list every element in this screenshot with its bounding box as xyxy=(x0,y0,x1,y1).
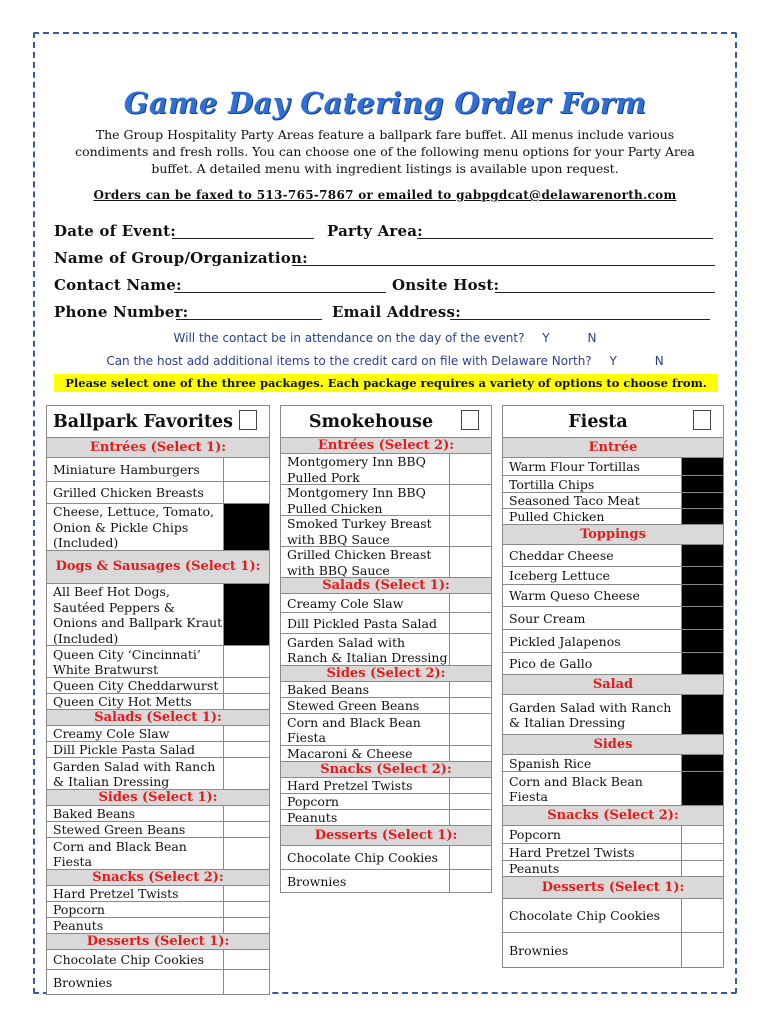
menu-item xyxy=(503,585,723,607)
menu-item-label: Creamy Cole Slaw xyxy=(53,726,170,742)
menu-item-label: Iceberg Lettuce xyxy=(509,568,610,584)
menu-item-label: Dill Pickled Pasta Salad xyxy=(287,615,437,631)
menu-item-label: Hard Pretzel Twists xyxy=(509,844,635,860)
menu-item xyxy=(281,594,491,613)
menu-item xyxy=(281,454,491,485)
menu-item-label: Peanuts xyxy=(53,918,104,934)
menu-item xyxy=(503,476,723,493)
item-checkbox[interactable] xyxy=(223,886,269,901)
included-marker xyxy=(681,585,723,606)
menu-item-label: Warm Flour Tortillas xyxy=(509,459,640,475)
included-marker xyxy=(681,607,723,629)
section-header: Entrée xyxy=(503,438,723,458)
package-title: Fiesta xyxy=(568,412,628,432)
menu-item xyxy=(47,458,269,482)
menu-item-label: Tortilla Chips xyxy=(509,476,595,492)
item-checkbox[interactable] xyxy=(681,899,723,932)
menu-item xyxy=(503,630,723,653)
menu-item xyxy=(281,794,491,810)
menu-item xyxy=(503,899,723,933)
included-marker xyxy=(681,509,723,524)
menu-item-label: All Beef Hot Dogs, Sautéed Peppers & Onions and Ballpark Kraut (Included) xyxy=(53,584,223,646)
menu-item-label: Corn and Black Bean Fiesta xyxy=(509,773,643,804)
menu-item xyxy=(47,758,269,790)
menu-item-label: Stewed Green Beans xyxy=(53,822,186,838)
menu-item xyxy=(281,613,491,634)
menu-item xyxy=(281,485,491,516)
package-select-checkbox[interactable] xyxy=(693,410,711,430)
menu-item xyxy=(503,567,723,585)
item-checkbox[interactable] xyxy=(449,698,491,713)
contact-field[interactable] xyxy=(174,277,386,293)
package-title: Smokehouse xyxy=(308,412,434,432)
included-marker xyxy=(681,695,723,734)
menu-item xyxy=(503,826,723,844)
menu-item-label: Corn and Black Bean Fiesta xyxy=(287,714,421,745)
menu-item-label: Queen City Hot Metts xyxy=(53,694,192,710)
section-header: Desserts (Select 1): xyxy=(503,877,723,899)
item-checkbox[interactable] xyxy=(223,678,269,693)
item-checkbox[interactable] xyxy=(223,806,269,821)
menu-item xyxy=(47,726,269,742)
menu-item-label: Cheese, Lettuce, Tomato, Onion & Pickle Chips (Included) xyxy=(53,504,215,551)
included-marker xyxy=(681,493,723,508)
item-checkbox[interactable] xyxy=(449,594,491,612)
menu-item xyxy=(47,646,269,678)
item-checkbox[interactable] xyxy=(449,547,491,577)
package-header xyxy=(503,406,723,438)
menu-item-label: Garden Salad with Ranch & Italian Dressing xyxy=(509,699,672,730)
menu-item-label: Sour Cream xyxy=(509,610,586,626)
item-checkbox[interactable] xyxy=(449,485,491,515)
item-checkbox[interactable] xyxy=(223,838,269,869)
order-contact-line: Orders can be faxed to 513-765-7867 or emailed to gabpgdcat@delawarenorth.com xyxy=(93,188,677,202)
item-checkbox[interactable] xyxy=(449,613,491,633)
intro-paragraph: The Group Hospitality Party Areas feature a ballpark fare buffet. All menus include various condiments and fresh rolls. You can choose one of the following menu options for your Party Area buffet. A detailed menu with ingredient listings is available upon request. xyxy=(75,127,695,176)
item-checkbox[interactable] xyxy=(223,646,269,677)
section-header: Sides (Select 2): xyxy=(281,666,491,682)
menu-item xyxy=(47,584,269,646)
menu-item-label: Peanuts xyxy=(287,810,338,826)
menu-item-label: Pickled Jalapenos xyxy=(509,633,621,649)
package-smokehouse xyxy=(280,405,492,893)
credit-card-no[interactable]: N xyxy=(654,354,664,368)
package-select-checkbox[interactable] xyxy=(461,410,479,430)
menu-item-label: Brownies xyxy=(509,942,569,958)
menu-item-label: Spanish Rice xyxy=(509,755,592,771)
menu-item xyxy=(47,694,269,710)
section-header: Sides xyxy=(503,735,723,755)
email-label: Email Address: xyxy=(332,303,461,321)
menu-item-label: Baked Beans xyxy=(287,682,370,698)
section-header: Sides (Select 1): xyxy=(47,790,269,806)
included-marker xyxy=(681,630,723,652)
menu-item xyxy=(503,861,723,877)
menu-item xyxy=(503,653,723,675)
menu-item-label: Peanuts xyxy=(509,861,560,877)
menu-item xyxy=(281,810,491,826)
menu-item xyxy=(503,755,723,772)
menu-item xyxy=(281,870,491,892)
menu-item xyxy=(503,458,723,476)
date-field[interactable] xyxy=(172,223,314,239)
menu-item xyxy=(47,806,269,822)
menu-item xyxy=(503,607,723,630)
credit-card-question-text: Can the host add additional items to the credit card on file with Delaware North? xyxy=(106,354,592,368)
item-checkbox[interactable] xyxy=(681,826,723,843)
included-marker xyxy=(223,504,269,550)
menu-item xyxy=(281,516,491,547)
menu-item-label: Brownies xyxy=(53,974,113,990)
package-header xyxy=(47,406,269,438)
menu-item-label: Chocolate Chip Cookies xyxy=(287,850,439,866)
menu-item-label: Seasoned Taco Meat xyxy=(509,493,640,509)
item-checkbox[interactable] xyxy=(223,918,269,933)
menu-item-label: Creamy Cole Slaw xyxy=(287,595,404,611)
section-header: Salads (Select 1): xyxy=(47,710,269,726)
item-checkbox[interactable] xyxy=(223,902,269,917)
included-marker xyxy=(223,584,269,645)
item-checkbox[interactable] xyxy=(449,516,491,546)
onsite-host-label: Onsite Host: xyxy=(392,276,500,294)
item-checkbox[interactable] xyxy=(449,794,491,809)
item-checkbox[interactable] xyxy=(449,682,491,697)
menu-item xyxy=(47,886,269,902)
package-fiesta xyxy=(502,405,724,968)
package-select-checkbox[interactable] xyxy=(239,410,257,430)
item-checkbox[interactable] xyxy=(681,844,723,860)
menu-item xyxy=(47,482,269,504)
menu-item-label: Miniature Hamburgers xyxy=(53,462,200,478)
credit-card-question xyxy=(0,354,770,368)
section-header: Snacks (Select 2): xyxy=(47,870,269,886)
menu-item xyxy=(47,822,269,838)
menu-item-label: Pulled Chicken xyxy=(509,509,605,525)
menu-item xyxy=(47,678,269,694)
section-header: Dogs & Sausages (Select 1): xyxy=(47,551,269,584)
menu-item xyxy=(47,902,269,918)
item-checkbox[interactable] xyxy=(681,933,723,967)
menu-item xyxy=(281,634,491,666)
menu-item-label: Popcorn xyxy=(53,902,105,918)
menu-item xyxy=(503,772,723,806)
menu-item xyxy=(503,545,723,567)
package-title: Ballpark Favorites xyxy=(53,412,234,432)
package-instruction: Please select one of the three packages. Each package requires a variety of options to choose from. xyxy=(54,374,718,392)
form-title: Game Day Catering Order Form xyxy=(123,86,647,120)
package-rows xyxy=(503,438,723,967)
menu-item-label: Dill Pickle Pasta Salad xyxy=(53,742,195,758)
menu-item xyxy=(503,493,723,509)
menu-item-label: Hard Pretzel Twists xyxy=(53,886,179,902)
menu-item-label: Garden Salad with Ranch & Italian Dressing xyxy=(287,634,448,665)
section-header: Snacks (Select 2): xyxy=(503,806,723,826)
section-header: Desserts (Select 1): xyxy=(281,826,491,846)
menu-item-label: Pico de Gallo xyxy=(509,656,593,672)
menu-item-label: Popcorn xyxy=(509,827,561,843)
section-header: Desserts (Select 1): xyxy=(47,934,269,950)
menu-item-label: Stewed Green Beans xyxy=(287,698,420,714)
item-checkbox[interactable] xyxy=(449,810,491,825)
item-checkbox[interactable] xyxy=(449,454,491,484)
item-checkbox[interactable] xyxy=(223,482,269,503)
menu-item-label: Macaroni & Cheese xyxy=(287,746,413,762)
included-marker xyxy=(681,545,723,566)
included-marker xyxy=(681,476,723,492)
group-label: Name of Group/Organization: xyxy=(54,249,308,267)
section-header: Entrées (Select 2): xyxy=(281,438,491,454)
menu-item-label: Grilled Chicken Breast with BBQ Sauce xyxy=(287,547,432,578)
menu-item xyxy=(281,682,491,698)
menu-item xyxy=(503,933,723,967)
menu-item xyxy=(281,746,491,762)
email-field[interactable] xyxy=(450,304,710,320)
included-marker xyxy=(681,653,723,674)
section-header: Salads (Select 1): xyxy=(281,578,491,594)
item-checkbox[interactable] xyxy=(449,870,491,892)
phone-field[interactable] xyxy=(176,304,322,320)
item-checkbox[interactable] xyxy=(223,458,269,481)
item-checkbox[interactable] xyxy=(223,950,269,969)
menu-item-label: Chocolate Chip Cookies xyxy=(509,908,661,924)
item-checkbox[interactable] xyxy=(223,758,269,789)
section-header: Entrées (Select 1): xyxy=(47,438,269,458)
package-rows xyxy=(47,438,269,994)
menu-item xyxy=(503,844,723,861)
phone-label: Phone Number: xyxy=(54,303,189,321)
menu-item xyxy=(281,547,491,578)
item-checkbox[interactable] xyxy=(223,970,269,994)
menu-item-label: Popcorn xyxy=(287,794,339,810)
menu-item xyxy=(281,778,491,794)
menu-item xyxy=(47,970,269,994)
included-marker xyxy=(681,567,723,584)
menu-item-label: Montgomery Inn BBQ Pulled Pork xyxy=(287,454,426,485)
item-checkbox[interactable] xyxy=(223,742,269,757)
menu-item-label: Cheddar Cheese xyxy=(509,548,614,564)
item-checkbox[interactable] xyxy=(223,822,269,837)
menu-item-label: Hard Pretzel Twists xyxy=(287,778,413,794)
item-checkbox[interactable] xyxy=(449,746,491,761)
item-checkbox[interactable] xyxy=(449,714,491,745)
party-area-field[interactable] xyxy=(417,223,713,239)
menu-item-label: Smoked Turkey Breast with BBQ Sauce xyxy=(287,516,432,547)
party-area-label: Party Area: xyxy=(327,222,423,240)
package-rows xyxy=(281,438,491,892)
section-header: Toppings xyxy=(503,525,723,545)
menu-item-label: Chocolate Chip Cookies xyxy=(53,952,205,968)
menu-item xyxy=(47,950,269,970)
menu-item-label: Warm Queso Cheese xyxy=(509,588,640,604)
date-label: Date of Event: xyxy=(54,222,176,240)
menu-item-label: Garden Salad with Ranch & Italian Dressing xyxy=(53,758,216,789)
menu-item xyxy=(47,742,269,758)
attendance-no[interactable]: N xyxy=(587,331,597,345)
included-marker xyxy=(681,458,723,475)
included-marker xyxy=(681,755,723,771)
menu-item-label: Queen City Cheddarwurst xyxy=(53,678,219,694)
attendance-question-text: Will the contact be in attendance on the day of the event? xyxy=(173,331,525,345)
menu-item-label: Brownies xyxy=(287,873,347,889)
menu-item xyxy=(281,698,491,714)
menu-item-label: Queen City ‘Cincinnati’ White Bratwurst xyxy=(53,646,201,677)
menu-item xyxy=(47,504,269,551)
menu-item xyxy=(503,695,723,735)
item-checkbox[interactable] xyxy=(449,634,491,665)
menu-item xyxy=(47,838,269,870)
item-checkbox[interactable] xyxy=(681,861,723,876)
menu-item-label: Baked Beans xyxy=(53,806,136,822)
menu-item-label: Montgomery Inn BBQ Pulled Chicken xyxy=(287,485,426,516)
menu-item xyxy=(503,509,723,525)
menu-item xyxy=(281,846,491,870)
package-header xyxy=(281,406,491,438)
onsite-host-field[interactable] xyxy=(495,277,715,293)
credit-card-yes[interactable]: Y xyxy=(609,354,617,368)
contact-label: Contact Name: xyxy=(54,276,182,294)
package-ballpark-favorites xyxy=(46,405,270,995)
menu-item-label: Corn and Black Bean Fiesta xyxy=(53,838,187,869)
menu-item xyxy=(281,714,491,746)
section-header: Snacks (Select 2): xyxy=(281,762,491,778)
item-checkbox[interactable] xyxy=(223,694,269,709)
item-checkbox[interactable] xyxy=(449,846,491,869)
group-field[interactable] xyxy=(292,250,715,266)
item-checkbox[interactable] xyxy=(449,778,491,793)
item-checkbox[interactable] xyxy=(223,726,269,741)
attendance-question xyxy=(0,331,770,345)
menu-item xyxy=(47,918,269,934)
menu-item-label: Grilled Chicken Breasts xyxy=(53,485,204,501)
attendance-yes[interactable]: Y xyxy=(542,331,550,345)
section-header: Salad xyxy=(503,675,723,695)
included-marker xyxy=(681,772,723,805)
